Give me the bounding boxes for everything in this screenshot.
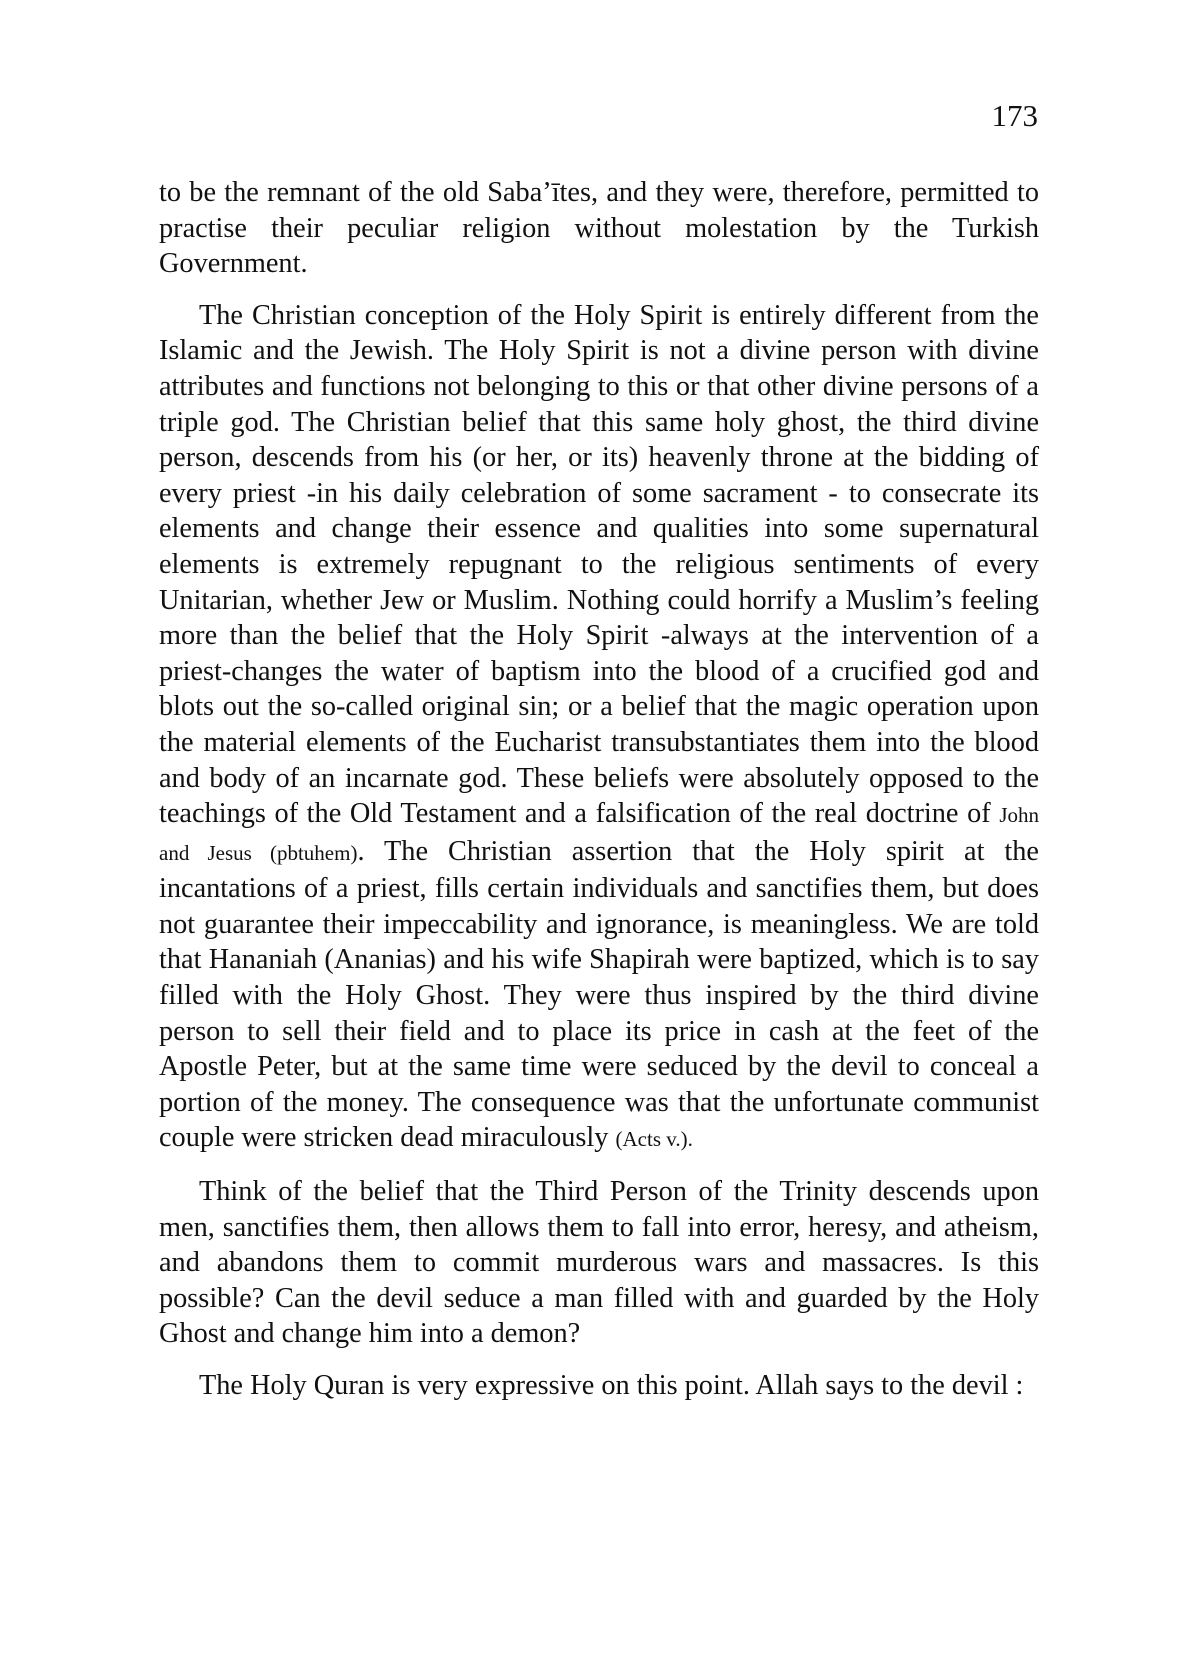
paragraph-holy-quran: The Holy Quran is very expressive on this point. Allah says to the devil : xyxy=(199,1370,1024,1401)
body-text xyxy=(159,175,1039,1420)
paragraph-text-part-1: The Christian conception of the Holy Spirit is entirely different from the Islamic and the Jewish. The Holy Spirit is not a divine person with divine attributes and functions not belonging to this or that other divine persons of a triple god. The Christian belief that this same holy ghost, the third divine person, descends from his (or her, or its) heavenly throne at the bidding of every priest -in his daily celebration of some sacrament - to consecrate its elements and change their essence and qualities into some supernatural elements is extremely repugnant to the religious sentiments of every Unitarian, whether Jew or Muslim. Nothing could horrify a Muslim’s feeling more than the belief that the Holy Spirit -always at the intervention of a priest-changes the water of baptism into the blood of a crucified god and blots out the so-called original sin; or a belief that the magic operation upon the material elements of the Eucharist transubstantiates them into the blood and body of an incarnate god. These beliefs were absolutely opposed to the teachings of the Old Testament and a falsification of the real doctrine of xyxy=(159,299,1039,830)
page-number: 173 xyxy=(991,98,1038,133)
paragraph-holy-spirit xyxy=(159,298,1039,1158)
paragraph-third-person: Think of the belief that the Third Person of the Trinity descends upon men, sanctifies them, then allows them to fall into error, heresy, and atheism, and abandons them to commit murderous wars and massacres. Is this possible? Can the devil seduce a man filled with and guarded by the Holy Ghost and change him into a demon? xyxy=(159,1176,1039,1350)
paragraph-continuation: to be the remnant of the old Saba’ītes, and they were, therefore, permitted to practise their peculiar religion without molestation by the Turkish Government. xyxy=(159,177,1039,280)
citation-acts: (Acts v.). xyxy=(615,1127,693,1152)
paragraph-text-part-2: . The Christian assertion that the Holy spirit at the incantations of a priest, fills certain individuals and sanctifies them, but does not guarantee their impeccability and ignorance, is meaningless. We are told that Hananiah (Ananias) and his wife Shapirah were baptized, which is to say filled with the Holy Ghost. They were thus inspired by the third divine person to sell their field and to place its price in cash at the feet of the Apostle Peter, but at the same time were seduced by the devil to conceal a portion of the money. The consequence was that the unfortunate communist couple were stricken dead miraculously xyxy=(159,835,1039,1154)
small-text-john-and-jesus: John and Jesus (pbtuhem) xyxy=(159,803,1039,865)
